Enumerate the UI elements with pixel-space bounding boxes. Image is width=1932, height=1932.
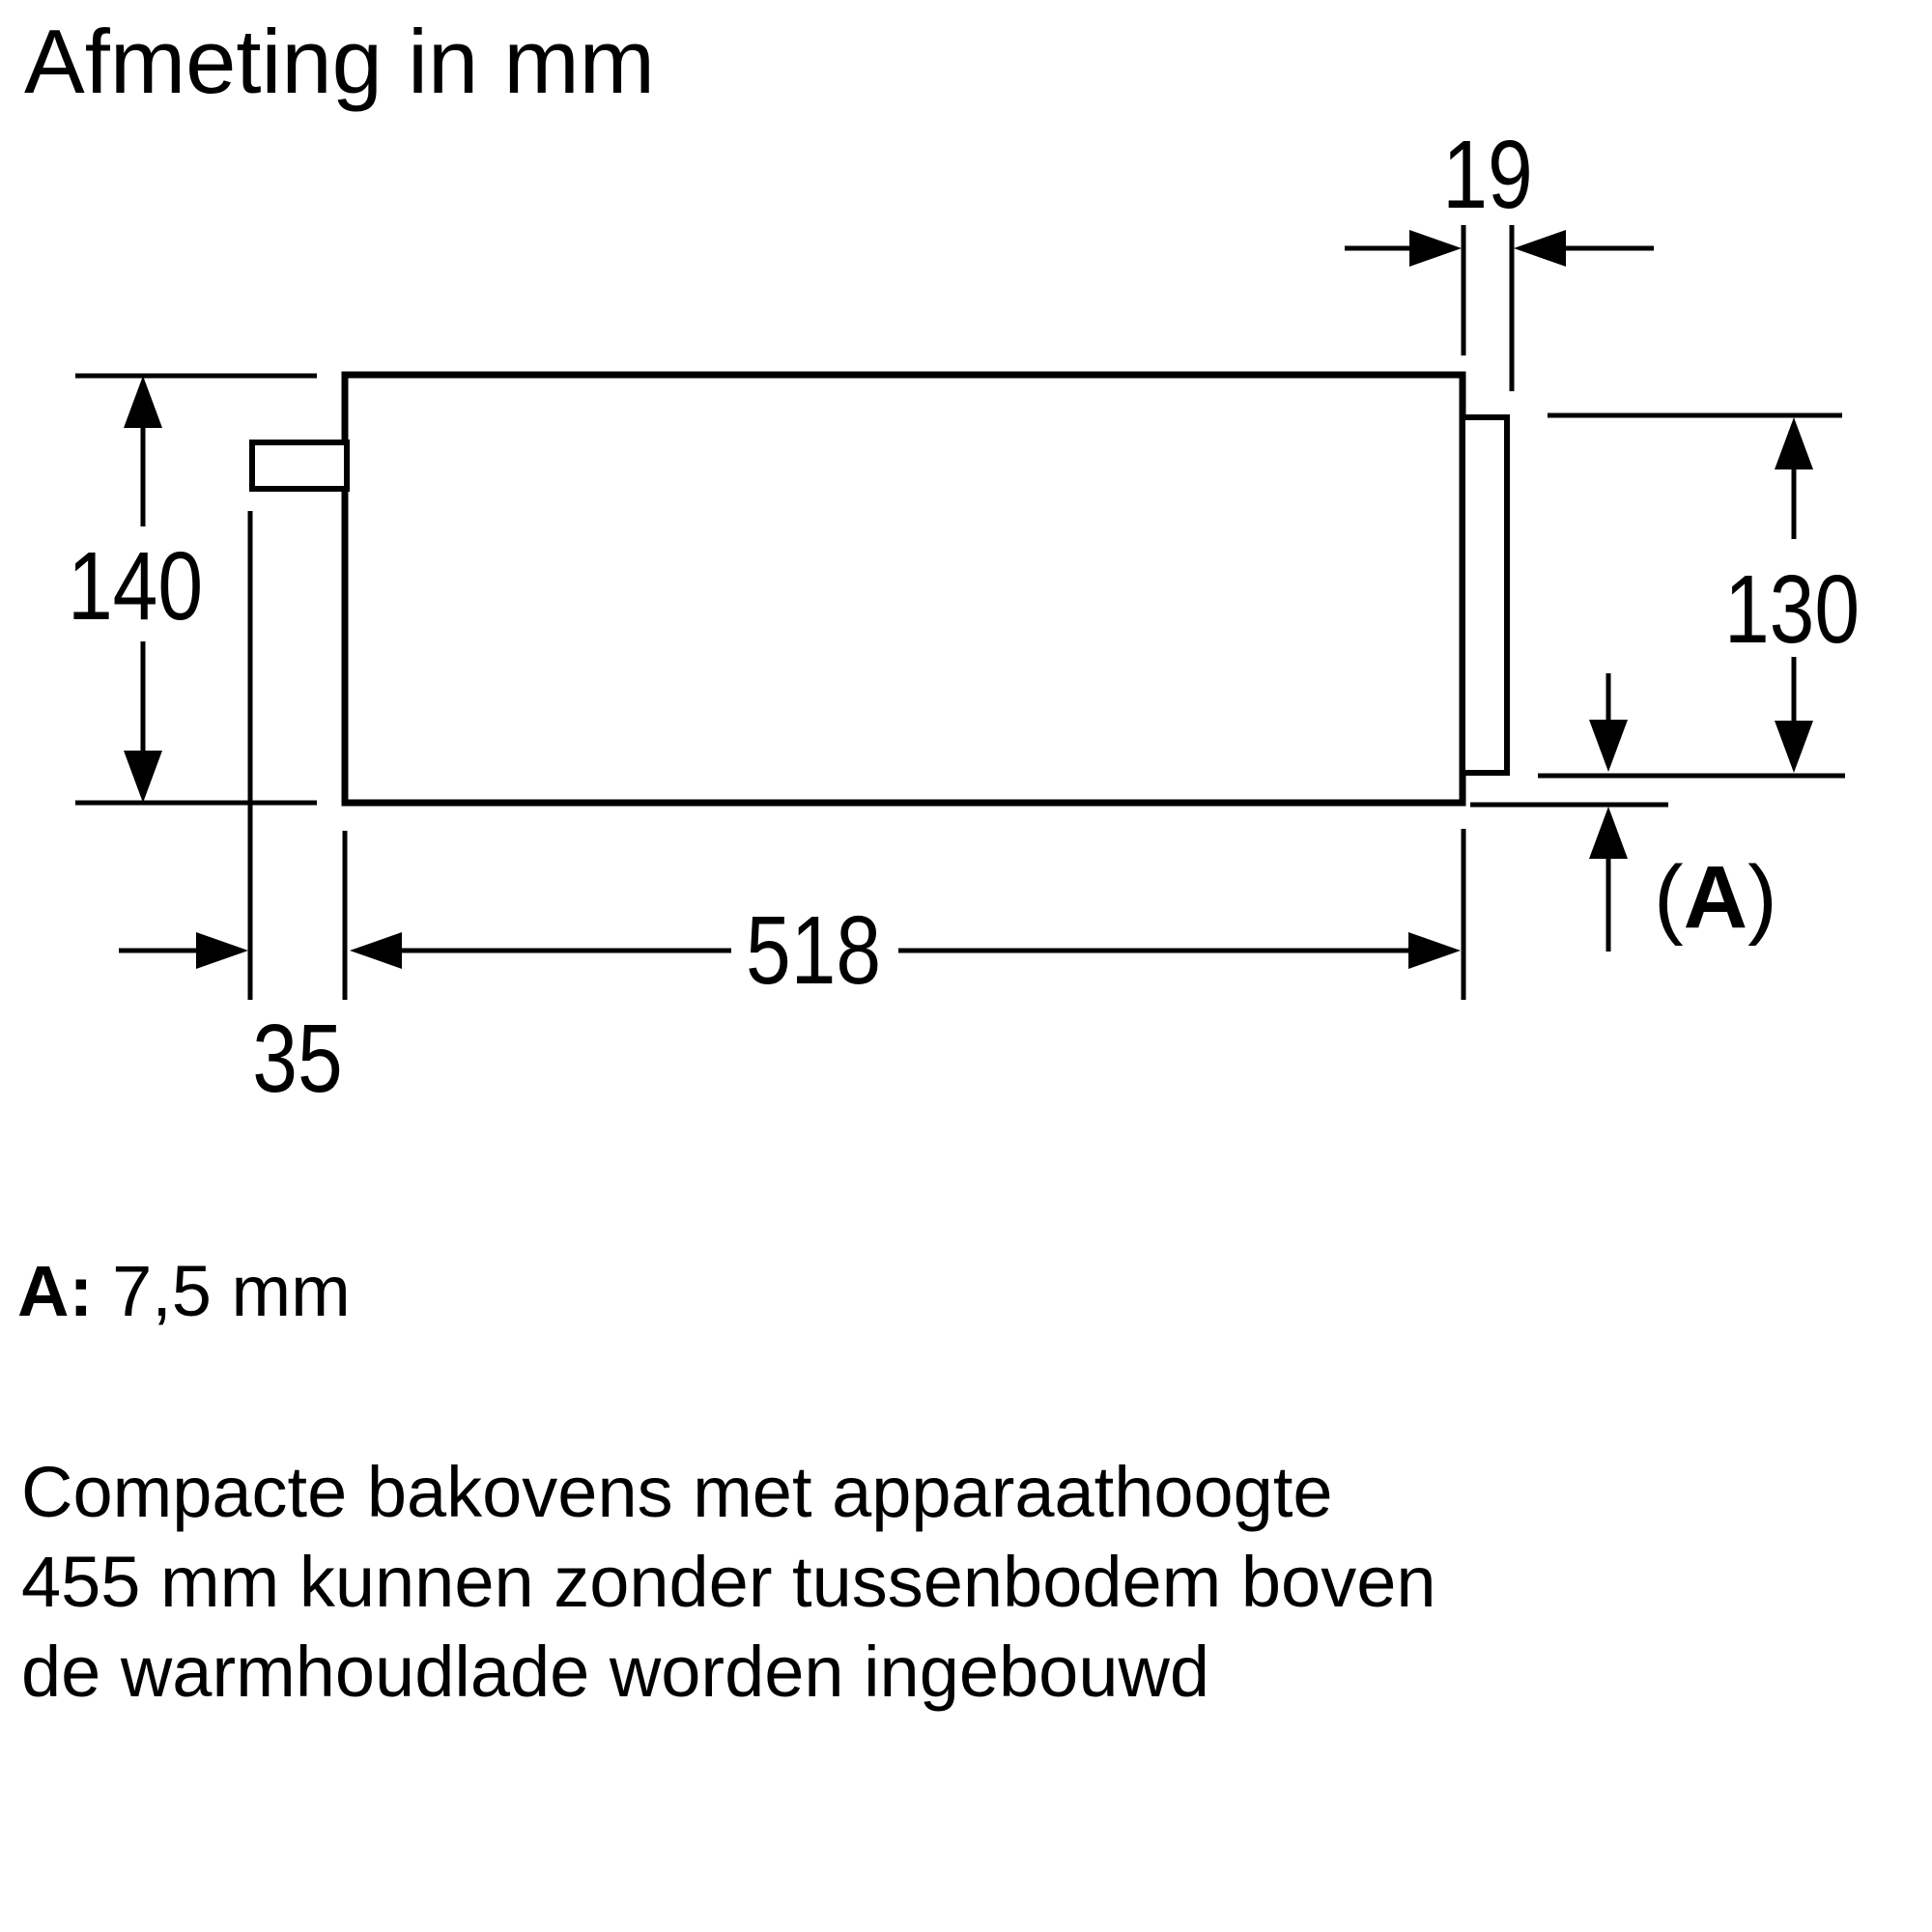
dim-140-arrow-up-icon [124, 376, 162, 428]
dim-35-value: 35 [252, 1004, 343, 1113]
installation-note-line: Compacte bakovens met apparaathoogte [21, 1452, 1333, 1532]
dim-35-arrow-right-icon [196, 932, 248, 969]
dim-140-value: 140 [67, 531, 204, 640]
dim-panel-height [1538, 415, 1860, 776]
dim-gap-a [1470, 673, 1777, 952]
dim-130-value: 130 [1723, 554, 1861, 664]
drawer-body [345, 375, 1463, 803]
dim-a-label: (A) [1654, 848, 1777, 947]
installation-note-line: 455 mm kunnen zonder tussenbodem boven [21, 1542, 1436, 1622]
gap-a-legend-label: A: [17, 1251, 94, 1331]
gap-a-legend-value: 7,5 mm [112, 1251, 351, 1331]
dim-panel-thickness [1345, 120, 1654, 391]
dim-518-arrow-right-icon [1408, 932, 1461, 969]
page-title: Afmeting in mm [24, 11, 655, 112]
dim-140-arrow-down-icon [124, 751, 162, 803]
rear-plug [252, 442, 347, 489]
dim-19-arrow-left-icon [1514, 230, 1566, 267]
front-panel [1463, 417, 1507, 773]
dim-a-arrow-up-icon [1589, 807, 1628, 859]
dim-130-arrow-down-icon [1775, 721, 1813, 773]
dim-518-arrow-left-icon [350, 932, 402, 969]
dim-a-arrow-down-icon [1589, 720, 1628, 772]
installation-note-line: de warmhoudlade worden ingebouwd [21, 1632, 1210, 1712]
dim-19-value: 19 [1442, 120, 1533, 229]
dim-130-arrow-up-icon [1775, 417, 1813, 469]
dim-19-arrow-right-icon [1409, 230, 1462, 267]
dim-518-value: 518 [745, 895, 882, 1005]
installation-note [21, 1447, 1436, 1717]
appliance-outline [252, 375, 1507, 803]
gap-a-legend [17, 1251, 351, 1331]
dim-body-depth [350, 829, 1463, 1005]
